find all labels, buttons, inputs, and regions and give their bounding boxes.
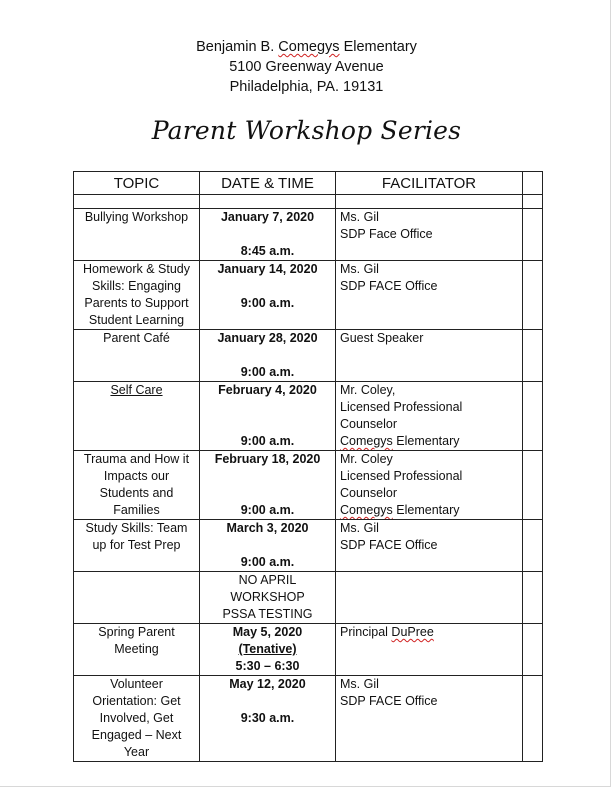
no-april-notice: NO APRIL WORKSHOP PSSA TESTING	[200, 572, 336, 624]
facilitator-cell: Mr. Coley Licensed Professional Counselor Comegys Elementary	[336, 451, 523, 520]
table-row	[74, 261, 543, 330]
date-cell: January 14, 2020 9:00 a.m.	[200, 261, 336, 330]
date-cell: January 7, 2020 8:45 a.m.	[200, 209, 336, 261]
school-header	[0, 37, 613, 97]
facilitator-cell: Ms. Gil SDP FACE Office	[336, 520, 523, 572]
topic-cell: Spring Parent Meeting	[74, 624, 200, 676]
spellcheck-word: Comegys	[340, 503, 393, 517]
table-row	[74, 624, 543, 676]
table-row	[74, 330, 543, 382]
table-row	[74, 676, 543, 762]
table-row	[74, 520, 543, 572]
header-topic: TOPIC	[74, 172, 200, 195]
date-cell: March 3, 2020 9:00 a.m.	[200, 520, 336, 572]
date-cell: May 5, 2020 (Tenative) 5:30 – 6:30	[200, 624, 336, 676]
topic-cell: Bullying Workshop	[74, 209, 200, 261]
date-cell: January 28, 2020 9:00 a.m.	[200, 330, 336, 382]
facilitator-cell: Ms. Gil SDP Face Office	[336, 209, 523, 261]
date-cell: February 4, 2020 9:00 a.m.	[200, 382, 336, 451]
topic-cell: Trauma and How it Impacts our Students and Families	[74, 451, 200, 520]
school-address: 5100 Greenway Avenue	[229, 59, 384, 75]
topic-cell: Homework & Study Skills: Engaging Parents to Support Student Learning	[74, 261, 200, 330]
table-header-row	[74, 172, 543, 195]
spellcheck-word: DuPree	[391, 625, 434, 639]
table-row	[74, 451, 543, 520]
spellcheck-word: Comegys	[340, 434, 393, 448]
header-extra	[523, 172, 543, 195]
table-row	[74, 209, 543, 261]
table-row	[74, 382, 543, 451]
school-name: Benjamin B. Comegys Elementary	[196, 39, 417, 55]
table-row-notice	[74, 572, 543, 624]
topic-cell: Volunteer Orientation: Get Involved, Get Engaged – Next Year	[74, 676, 200, 762]
date-cell: February 18, 2020 9:00 a.m.	[200, 451, 336, 520]
facilitator-cell: Principal DuPree	[336, 624, 523, 676]
page-title: Parent Workshop Series	[151, 116, 462, 145]
date-cell: May 12, 2020 9:30 a.m.	[200, 676, 336, 762]
topic-cell: Parent Café	[74, 330, 200, 382]
header-facilitator: FACILITATOR	[336, 172, 523, 195]
table-spacer-row	[74, 195, 543, 209]
facilitator-cell: Mr. Coley, Licensed Professional Counselor Comegys Elementary	[336, 382, 523, 451]
facilitator-cell: Ms. Gil SDP FACE Office	[336, 261, 523, 330]
spellcheck-word: Comegys	[278, 39, 340, 55]
topic-cell: Self Care	[74, 382, 200, 451]
school-city: Philadelphia, PA. 19131	[229, 79, 384, 95]
header-date-time: DATE & TIME	[200, 172, 336, 195]
facilitator-cell: Guest Speaker	[336, 330, 523, 382]
workshop-table	[73, 171, 543, 762]
facilitator-cell: Ms. Gil SDP FACE Office	[336, 676, 523, 762]
topic-cell: Study Skills: Team up for Test Prep	[74, 520, 200, 572]
